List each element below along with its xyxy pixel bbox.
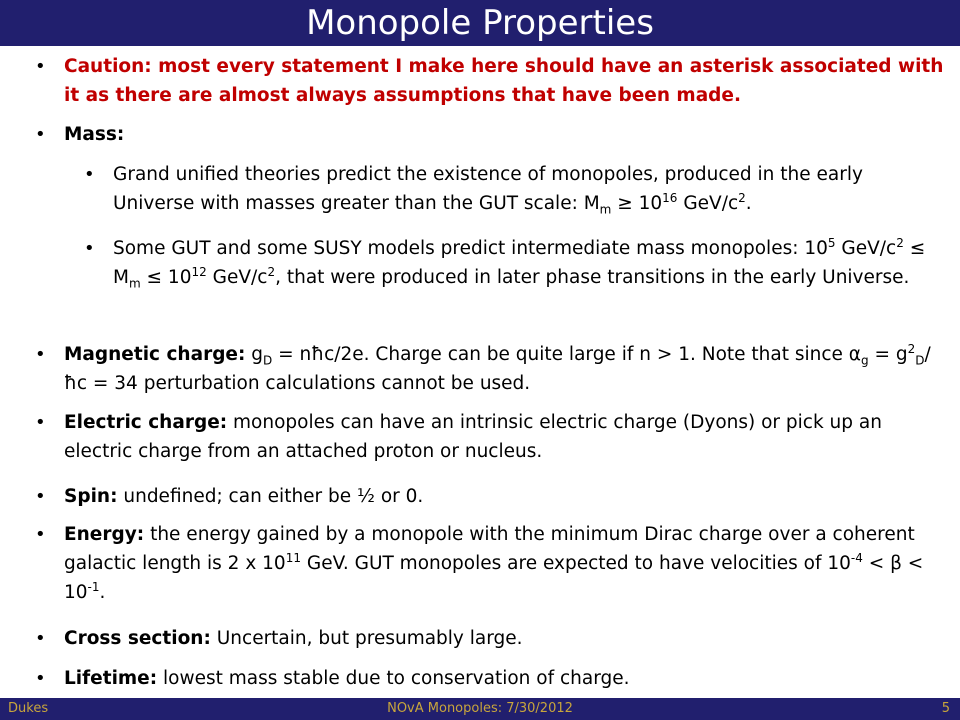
susy-mass-item: Some GUT and some SUSY models predict intermediate mass monopoles: $10^5$ GeV/$c^2 \le M_m \le 10^{12}$ GeV/$c^2$, that were produced in later phase transitions in the early Universe. (113, 235, 926, 291)
gut-mass-item: Grand unified theories predict the existence of monopoles, produced in the early Universe with masses greater than the GUT scale: $M_m \ge 10^{16}$ GeV/$c^2$. (113, 164, 863, 217)
cross-section-label: Cross section: (64, 628, 211, 649)
spin-label: Spin: (64, 486, 118, 507)
footer-talk-title: NOvA Monopoles: 7/30/2012 (387, 701, 573, 716)
spin-item: Spin: undefined; can either be ½ or 0. (64, 486, 424, 507)
bullet-icon: • (35, 56, 46, 77)
bullet-icon: • (35, 668, 46, 689)
lifetime-label: Lifetime: (64, 668, 158, 689)
footer-author: Dukes (8, 701, 49, 716)
bullet-icon: • (84, 238, 95, 259)
slide-number: 5 (941, 701, 950, 716)
footer-bar (0, 698, 960, 720)
bullet-icon: • (35, 412, 46, 433)
slide-title: Monopole Properties (306, 3, 654, 43)
bullet-icon: • (84, 164, 95, 185)
magnetic-charge-label: Magnetic charge: (64, 344, 246, 365)
magnetic-charge-item: Magnetic charge: $g_D$ = nħc/2e. Charge can be quite large if n > 1. Note that since $\alpha_g$ = $g^2_D/ħc = 34$ perturbation calculations cannot be used. (64, 341, 931, 394)
energy-label: Energy: (64, 524, 145, 545)
bullet-icon: • (35, 524, 46, 545)
title-bar (0, 0, 960, 46)
mass-label: Mass: (64, 124, 125, 145)
cross-section-item: Cross section: Uncertain, but presumably large. (64, 628, 523, 649)
electric-charge-item: Electric charge: monopoles can have an intrinsic electric charge (Dyons) or pick up an electric charge from an attached proton or nucleus. (64, 412, 882, 462)
bullet-icon: • (35, 628, 46, 649)
lifetime-item: Lifetime: lowest mass stable due to conservation of charge. (64, 668, 630, 689)
electric-charge-label: Electric charge: (64, 412, 228, 433)
bullet-icon: • (35, 344, 46, 365)
energy-item: Energy: the energy gained by a monopole with the minimum Dirac charge over a coherent galactic length is 2 x $10^{11}$ GeV. GUT monopoles are expected to have velocities of $10^{-4} < \beta < 10^{-1}$. (64, 524, 924, 603)
caution-text: Caution: most every statement I make here should have an asterisk associated with it as there are almost always assumptions that have been made. (64, 56, 944, 106)
bullet-icon: • (35, 124, 46, 145)
bullet-icon: • (35, 486, 46, 507)
